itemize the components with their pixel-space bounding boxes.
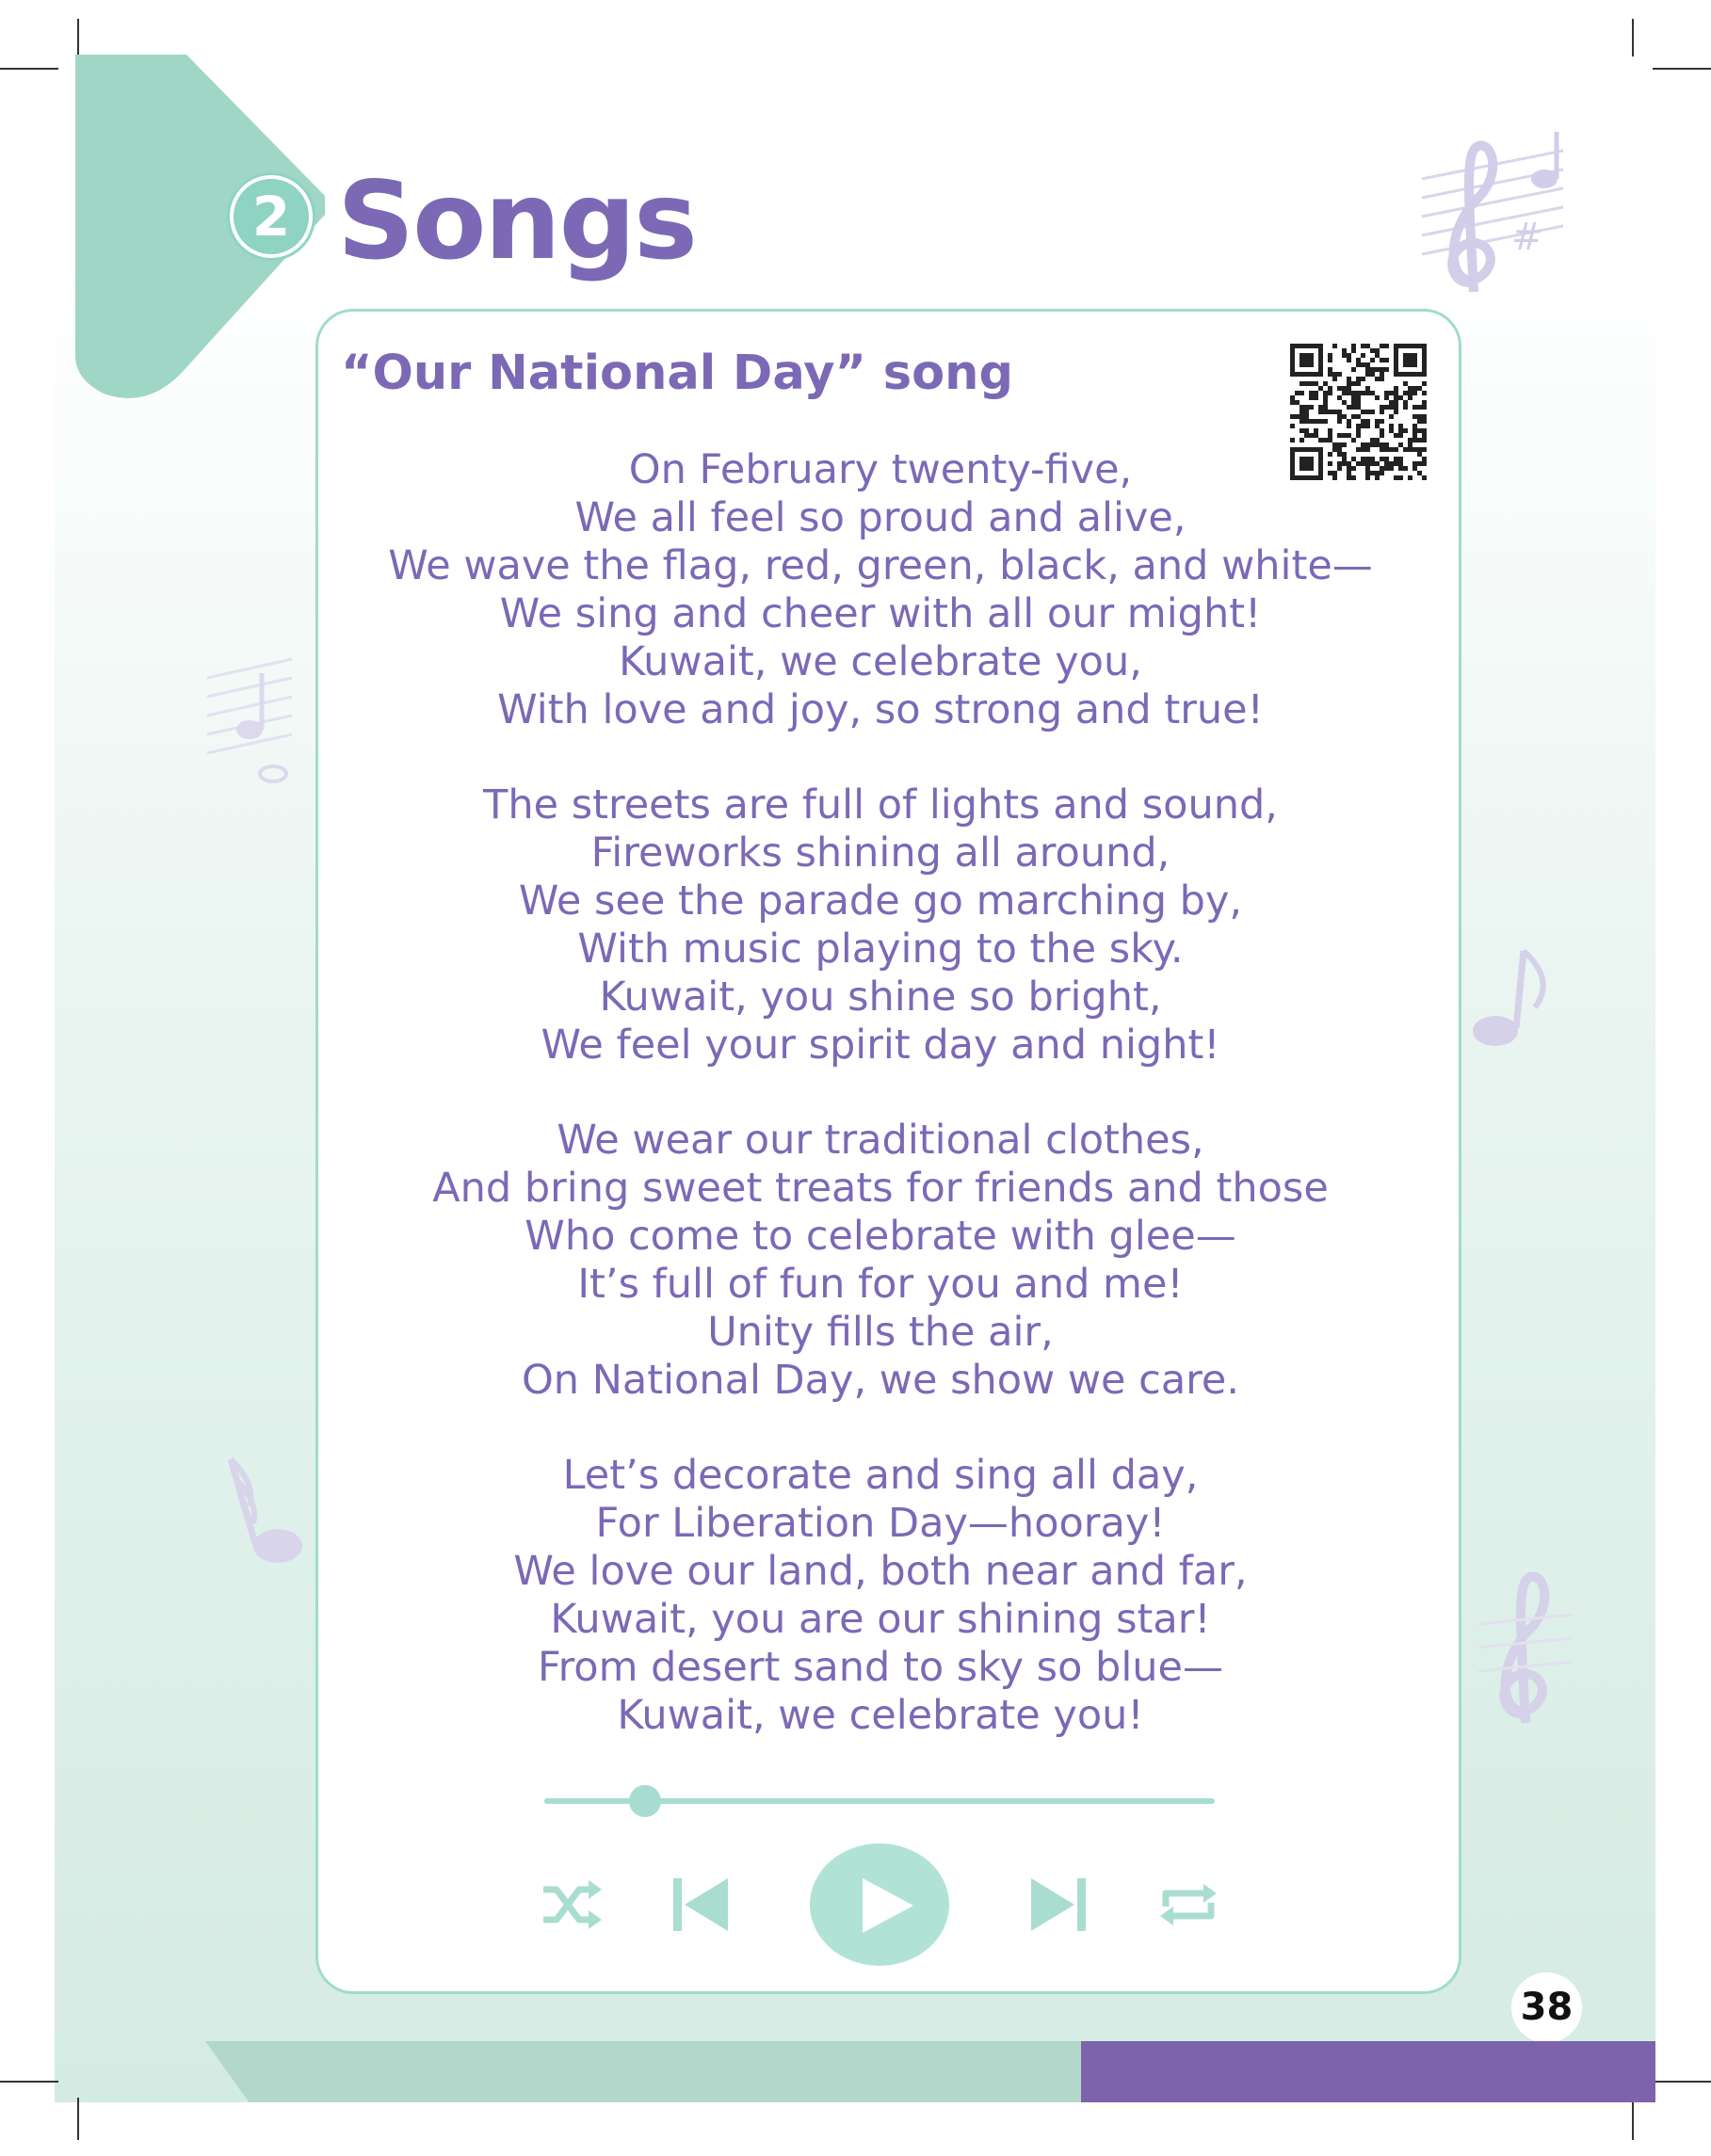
eighth-note-icon [1469, 941, 1554, 1054]
lyrics-line: Kuwait, you are our shining star! [550, 1596, 1211, 1643]
previous-icon[interactable] [671, 1876, 730, 1933]
lyrics-line: With love and joy, so strong and true! [497, 686, 1264, 733]
crop-mark [1653, 68, 1711, 70]
lyrics-line: Unity fills the air, [707, 1309, 1054, 1356]
treble-clef-icon [1478, 1558, 1573, 1728]
lyrics-line: We all feel so proud and alive, [574, 494, 1186, 541]
crop-mark [77, 19, 79, 56]
next-icon[interactable] [1029, 1876, 1088, 1933]
repeat-icon[interactable] [1158, 1878, 1219, 1931]
page-number: 38 [1511, 1972, 1582, 2043]
lyrics-line: We see the parade go marching by, [518, 877, 1243, 925]
lyrics-stanza [282, 1452, 1478, 1740]
lyrics-line: And bring sweet treats for friends and those [432, 1165, 1329, 1212]
section-title: Songs [337, 158, 697, 283]
lyrics-line: We love our land, both near and far, [513, 1548, 1248, 1595]
lyrics-line: It’s full of fun for you and me! [577, 1261, 1184, 1308]
lyrics-stanza [282, 446, 1478, 734]
crop-mark [77, 2098, 79, 2140]
shuffle-icon[interactable] [541, 1878, 604, 1931]
crop-mark [0, 2081, 58, 2083]
song-title: “Our National Day” song [341, 346, 1013, 401]
lyrics-line: Kuwait, we celebrate you, [619, 638, 1142, 685]
lyrics-line: On February twenty-five, [628, 446, 1133, 493]
lyrics-line: We sing and cheer with all our might! [499, 590, 1262, 637]
lyrics-line: We wave the flag, red, green, black, and white— [388, 542, 1373, 589]
lyrics-line: Fireworks shining all around, [590, 829, 1170, 877]
svg-text:#: # [1511, 216, 1543, 259]
lyrics-line: With music playing to the sky. [577, 925, 1184, 973]
lyrics-stanza [282, 1117, 1478, 1405]
crop-mark [1632, 19, 1634, 56]
lyrics-line: Kuwait, we celebrate you! [617, 1692, 1144, 1739]
lyrics-line: We wear our traditional clothes, [557, 1117, 1204, 1164]
lyrics-line: On National Day, we show we care. [521, 1357, 1240, 1404]
lyrics-line: The streets are full of lights and sound, [483, 781, 1278, 829]
lyrics-line: From desert sand to sky so blue— [537, 1644, 1224, 1691]
treble-clef-icon [1412, 122, 1573, 311]
crop-mark [1653, 2081, 1711, 2083]
lyrics-line: We feel your spirit day and night! [541, 1022, 1220, 1069]
lyrics-line: Let’s decorate and sing all day, [562, 1452, 1199, 1499]
crop-mark [1632, 2098, 1634, 2140]
song-lyrics [282, 446, 1478, 1787]
progress-knob[interactable] [629, 1785, 661, 1817]
lyrics-line: Who come to celebrate with glee— [525, 1213, 1236, 1260]
progress-bar[interactable] [544, 1798, 1215, 1804]
play-button[interactable] [810, 1843, 949, 1966]
play-icon [861, 1876, 915, 1935]
crop-mark [0, 68, 58, 70]
section-number-badge: 2 [230, 175, 313, 258]
lyrics-stanza [282, 781, 1478, 1070]
lyrics-line: For Liberation Day—hooray! [595, 1500, 1166, 1547]
lyrics-line: Kuwait, you shine so bright, [599, 973, 1162, 1021]
footer-bar-purple [1081, 2041, 1655, 2102]
footer-bar-green [205, 2041, 1081, 2102]
